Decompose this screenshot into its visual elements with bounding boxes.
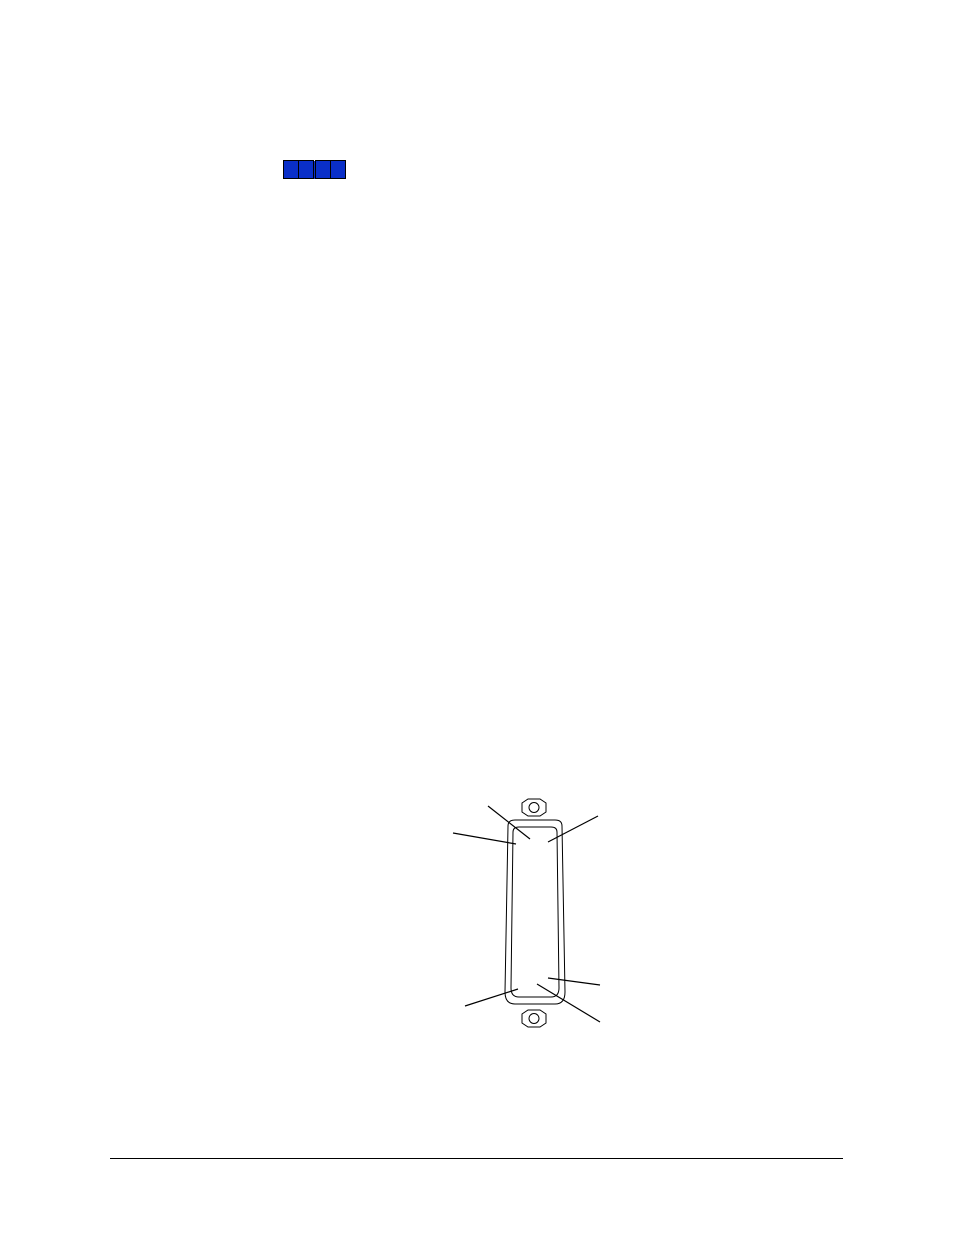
top-mounting-nut [522, 799, 546, 816]
bottom-mounting-nut [522, 1010, 546, 1027]
connector-pinout-diagram [420, 782, 660, 1042]
table-header-row [284, 161, 346, 179]
header-cell [331, 161, 346, 179]
header-cell [315, 161, 331, 179]
bottom-mounting-hole [529, 1014, 539, 1024]
connector-shell-outer [505, 820, 565, 1004]
header-cell [284, 161, 299, 179]
top-mounting-hole [529, 803, 539, 813]
leader-line-44 [548, 978, 600, 985]
footer-rule [110, 1158, 843, 1159]
leader-line-16 [488, 806, 530, 839]
leader-line-1 [453, 833, 516, 844]
pin-assignment-table [283, 160, 346, 179]
header-cell [299, 161, 315, 179]
connector-shell-inner [511, 827, 559, 997]
